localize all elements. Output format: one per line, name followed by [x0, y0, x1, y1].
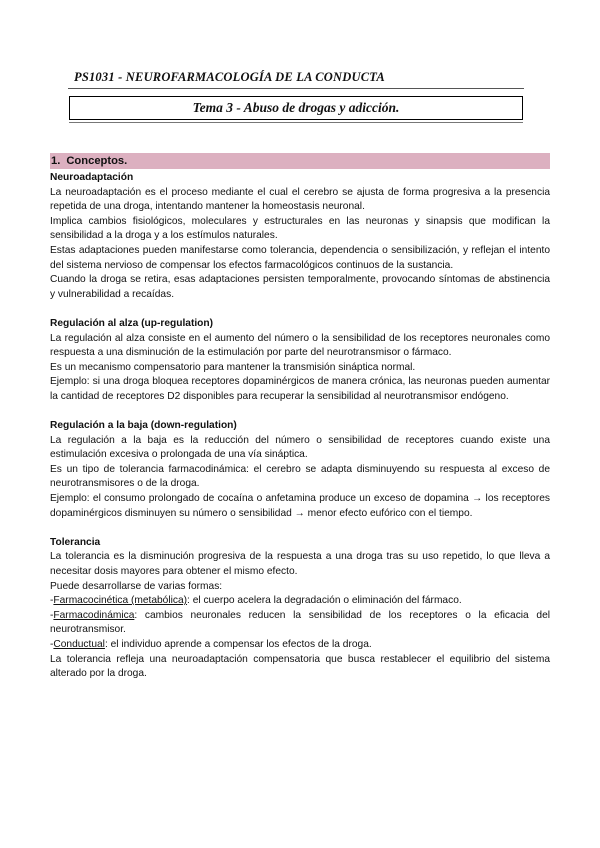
spacer [50, 521, 550, 536]
section-title: Conceptos. [66, 155, 128, 167]
section-number: 1. [51, 155, 61, 167]
paragraph: La tolerancia es la disminución progresiva de la respuesta a una droga tras su uso repetido, lo que lleva a necesitar dosis mayores para obtener el mismo efecto. [50, 551, 550, 578]
paragraph: La regulación a la baja es la reducción del número o sensibilidad de receptores cuando existe una estimulación excesiva o prolongada de una vía sináptica. [50, 434, 550, 461]
section-heading [50, 153, 550, 169]
paragraph: La tolerancia refleja una neuroadaptación compensatoria que busca restablecer el equilibrio del sistema alterado por la droga. [50, 653, 550, 680]
paragraph: Cuando la droga se retira, esas adaptaciones persisten temporalmente, provocando síntomas de abstinencia y vulnerabilidad a recaídas. [50, 274, 550, 300]
paragraph: Ejemplo: si una droga bloquea receptores dopaminérgicos de manera crónica, las neuronas pueden aumentar la cantidad de receptores D2 disponibles para recuperar la sensibilidad al neurotransmisor endógeno. [50, 376, 550, 402]
subheading-downregulation: Regulación a la baja (down-regulation) [50, 420, 237, 432]
list-item [50, 594, 550, 609]
paragraph: Implica cambios fisiológicos, moleculares y estructurales en las neuronas y sinapsis que modifican la sensibilidad a la droga y a los estímulos naturales. [50, 215, 550, 242]
paragraph: Puede desarrollarse de varias formas: [50, 580, 223, 592]
course-title: PS1031 - NEUROFARMACOLOGÍA DE LA CONDUCTA [74, 70, 385, 84]
subheading-upregulation: Regulación al alza (up-regulation) [50, 317, 214, 329]
list-prefix: - [50, 595, 54, 607]
paragraph: La regulación al alza consiste en el aumento del número o la sensibilidad de los receptores neuronales como respuesta a una disminución de la estimulación por parte del neurotransmisor o fármaco. [50, 332, 550, 359]
paragraph: Ejemplo: el consumo prolongado de cocaína o anfetamina produce un exceso de dopamina → los receptores dopaminérgicos disminuyen su número o sensibilidad → menor efecto eufórico con el tiempo. [50, 493, 550, 519]
list-term: Farmacocinética (metabólica) [53, 595, 188, 607]
paragraph: Estas adaptaciones pueden manifestarse como tolerancia, dependencia o sensibilización, y reflejan el intento del sistema nervioso de compensar los efectos farmacológicos continuos de la sustancia. [50, 244, 550, 271]
paragraph: Es un tipo de tolerancia farmacodinámica: el cerebro se adapta disminuyendo su respuesta al exceso de neurotransmisores o de la droga. [50, 463, 550, 490]
spacer [50, 405, 550, 420]
title-underline [69, 122, 523, 123]
list-term: Farmacodinámica [53, 609, 135, 621]
paragraph: Es un mecanismo compensatorio para mantener la transmisión sináptica normal. [50, 361, 416, 373]
list-prefix: - [50, 639, 54, 650]
paragraph: La neuroadaptación es el proceso mediante el cual el cerebro se ajusta de forma progresiva a la presencia repetida de una droga, intentando mantener la homeostasis neuronal. [50, 186, 550, 213]
list-item [50, 638, 550, 653]
subheading-neuroadaptacion: Neuroadaptación [50, 172, 134, 183]
list-text: : el individuo aprende a compensar los efectos de la droga. [104, 639, 372, 650]
list-prefix: - [50, 609, 54, 621]
header-rule [68, 88, 524, 89]
subheading-tolerancia: Tolerancia [50, 536, 101, 548]
list-item [50, 609, 550, 638]
spacer [50, 302, 550, 317]
document-body [50, 153, 550, 682]
topic-title: Tema 3 - Abuso de drogas y adicción. [192, 100, 400, 115]
list-term: Conductual [53, 639, 105, 650]
list-text: : cambios neuronales reducen la sensibilidad de los receptores o la eficacia del neurotransmisor. [50, 609, 550, 636]
list-text: : el cuerpo acelera la degradación o eliminación del fármaco. [187, 595, 462, 607]
topic-title-box [69, 96, 523, 120]
